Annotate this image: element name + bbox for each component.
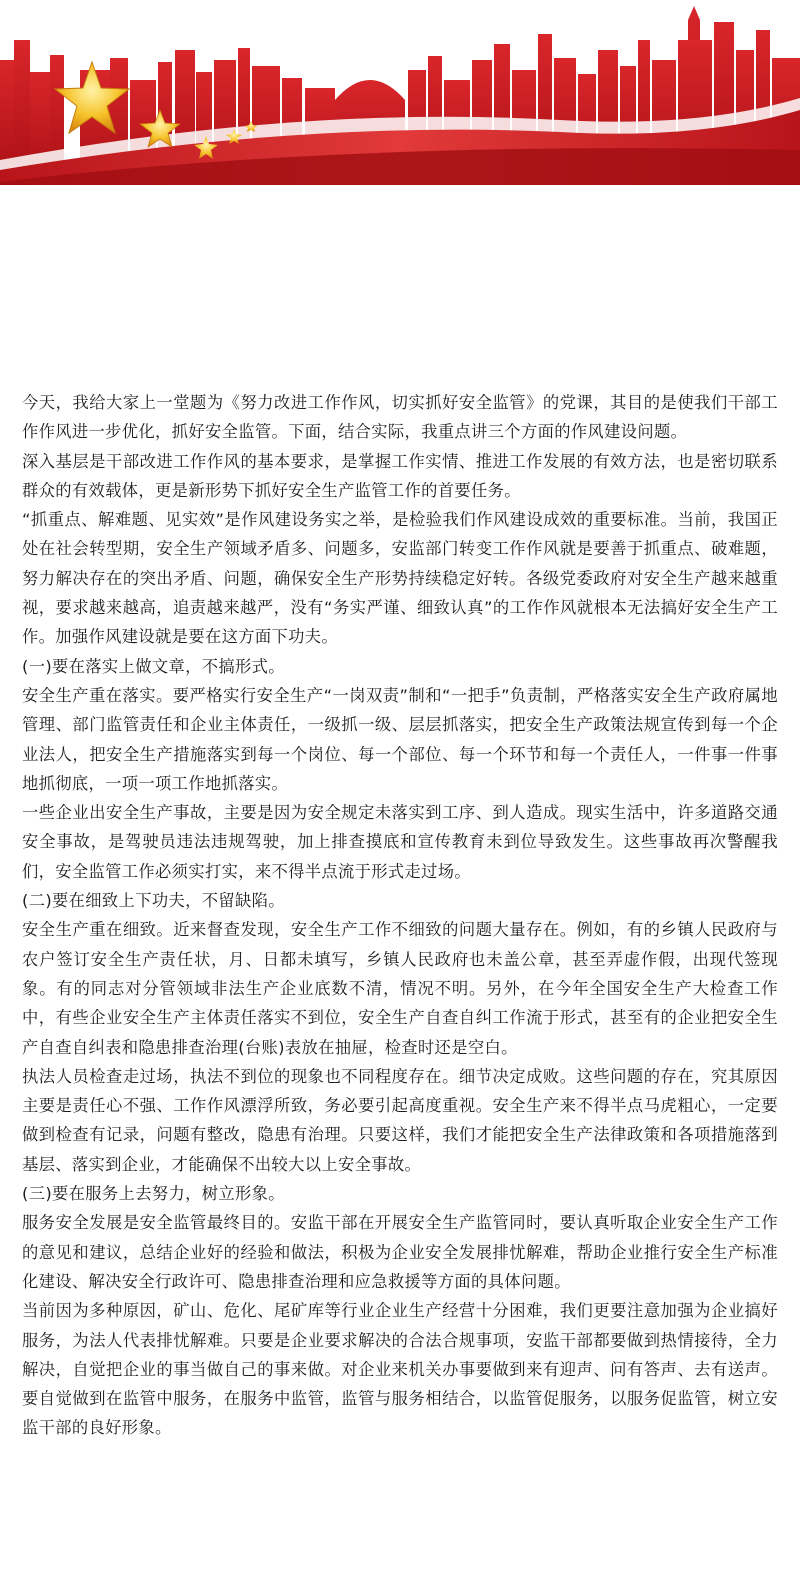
article-paragraph: 深入基层是干部改进工作作风的基本要求，是掌握工作实情、推进工作发展的有效方法，也是密切联系群众的有效载体，更是新形势下抓好安全生产监管工作的首要任务。 xyxy=(22,451,778,500)
article-paragraph: 安全生产重在细致。近来督查发现，安全生产工作不细致的问题大量存在。例如，有的乡镇人民政府与农户签订安全生产责任状，月、日都未填写，乡镇人民政府也未盖公章，甚至弄虚作假，出现代签现象。有的同志对分管领域非法生产企业底数不清，情况不明。另外，在今年全国安全生产大检查工作中，有些企业安全生产主体责任落实不到位，安全生产自查自纠工作流于形式，甚至有的企业把安全生产自查自纠表和隐患排查治理(台账)表放在抽屉，检查时还是空白。 xyxy=(22,920,778,1057)
header-banner xyxy=(0,0,800,185)
article-paragraph: 服务安全发展是安全监管最终目的。安监干部在开展安全生产监管同时，要认真听取企业安全生产工作的意见和建议，总结企业好的经验和做法，积极为企业安全发展排忧解难，帮助企业推行安全生产标准化建设、解决安全行政许可、隐患排查治理和应急救援等方面的具体问题。 xyxy=(22,1213,778,1291)
section-heading-2: (二)要在细致上下功夫，不留缺陷。 xyxy=(22,891,285,911)
city-skyline-banner xyxy=(0,0,800,185)
article-paragraph-intro: 今天，我给大家上一堂题为《努力改进工作作风，切实抓好安全监管》的党课，其目的是使我们干部工作作风进一步优化，抓好安全监管。下面，结合实际，我重点讲三个方面的作风建设问题。 xyxy=(22,393,778,442)
article-body xyxy=(22,388,778,1443)
article-paragraph: 执法人员检查走过场，执法不到位的现象也不同程度存在。细节决定成败。这些问题的存在，究其原因主要是责任心不强、工作作风漂浮所致，务必要引起高度重视。安全生产来不得半点马虎粗心，一定要做到检查有记录，问题有整改，隐患有治理。只要这样，我们才能把安全生产法律政策和各项措施落到基层、落实到企业，才能确保不出较大以上安全事故。 xyxy=(22,1066,778,1174)
section-heading-1: (一)要在落实上做文章，不搞形式。 xyxy=(22,656,285,676)
article-paragraph: 一些企业出安全生产事故，主要是因为安全规定未落实到工序、到人造成。现实生活中，许多道路交通安全事故，是驾驶员违法违规驾驶，加上排查摸底和宣传教育未到位导致发生。这些事故再次警醒我们，安全监管工作必须实打实，来不得半点流于形式走过场。 xyxy=(22,803,778,881)
section-heading-3: (三)要在服务上去努力，树立形象。 xyxy=(22,1184,285,1204)
article-paragraph: 当前因为多种原因，矿山、危化、尾矿库等行业企业生产经营十分困难，我们更要注意加强为企业搞好服务，为法人代表排忧解难。只要是企业要求解决的合法合规事项，安监干部都要做到热情接待，全力解决，自觉把企业的事当做自己的事来做。对企业来机关办事要做到来有迎声、问有答声、去有送声。要自觉做到在监管中服务，在服务中监管，监管与服务相结合，以监管促服务，以服务促监管，树立安监干部的良好形象。 xyxy=(22,1301,778,1438)
article-paragraph: 安全生产重在落实。要严格实行安全生产“一岗双责”制和“一把手”负责制，严格落实安全生产政府属地管理、部门监管责任和企业主体责任，一级抓一级、层层抓落实，把安全生产政策法规宣传到每一个企业法人，把安全生产措施落实到每一个岗位、每一个部位、每一个环节和每一个责任人，一件事一件事地抓彻底，一项一项工作地抓落实。 xyxy=(22,685,778,793)
article-paragraph: “抓重点、解难题、见实效”是作风建设务实之举，是检验我们作风建设成效的重要标准。当前，我国正处在社会转型期，安全生产领域矛盾多、问题多，安监部门转变工作作风就是要善于抓重点、破难题，努力解决存在的突出矛盾、问题，确保安全生产形势持续稳定好转。各级党委政府对安全生产越来越重视，要求越来越高，追责越来越严，没有“务实严谨、细致认真”的工作作风就根本无法搞好安全生产工作。加强作风建设就是要在这方面下功夫。 xyxy=(22,510,778,647)
